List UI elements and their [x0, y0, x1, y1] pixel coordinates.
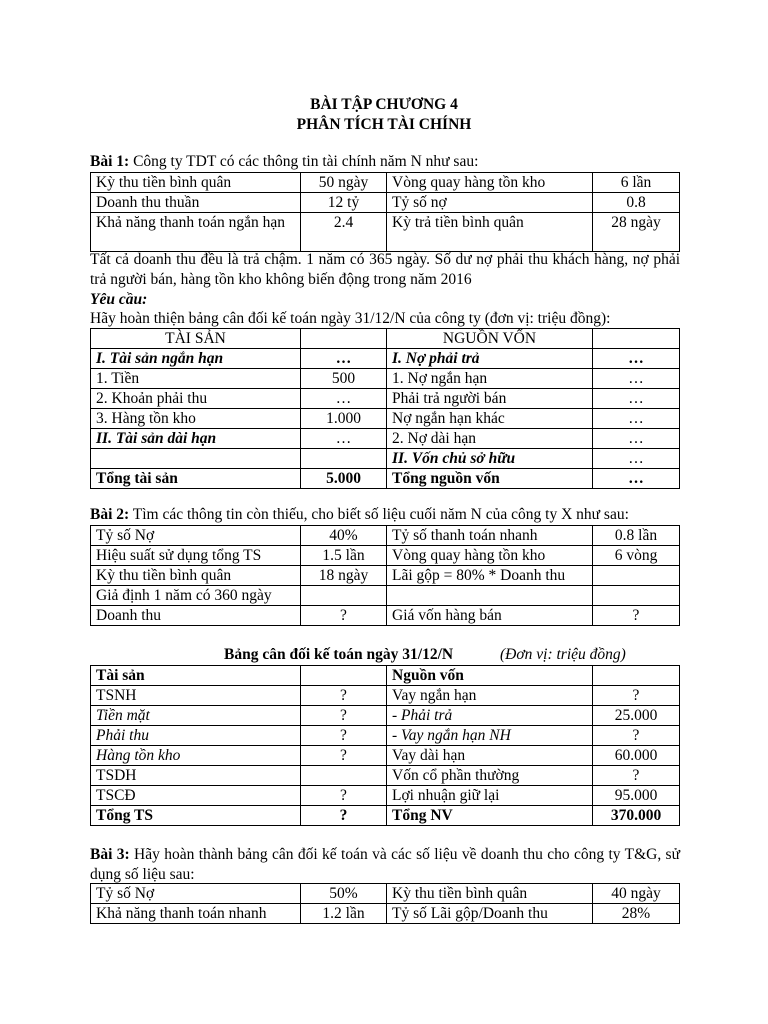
header-cell: NGUỒN VỐN [387, 329, 593, 349]
table-row [91, 586, 680, 606]
cell: 2. Khoản phải thu [91, 389, 301, 409]
cell: … [593, 369, 680, 389]
bai1-intro [90, 152, 680, 172]
table-row [91, 726, 680, 746]
cell: I. Nợ phải trả [387, 349, 593, 369]
cell: 2.4 [301, 213, 387, 252]
cell: 28% [593, 904, 680, 924]
cell: 60.000 [593, 746, 680, 766]
bai1-info-table [90, 172, 680, 252]
cell: … [593, 449, 680, 469]
cell: 1. Tiền [91, 369, 301, 389]
cell: ? [301, 606, 387, 626]
cell [91, 449, 301, 469]
cell: TSCĐ [91, 786, 301, 806]
cell [387, 586, 593, 606]
table-row [91, 884, 680, 904]
cell: ? [301, 726, 387, 746]
cell: II. Tài sản dài hạn [91, 429, 301, 449]
cell: … [301, 389, 387, 409]
cell: Khả năng thanh toán ngắn hạn [91, 213, 301, 252]
cell: Hiệu suất sử dụng tổng TS [91, 546, 301, 566]
cell: II. Vốn chủ sở hữu [387, 449, 593, 469]
cell: Tổng TS [91, 806, 301, 826]
cell: Tỷ số Nợ [91, 526, 301, 546]
cell: 500 [301, 369, 387, 389]
table-row [91, 429, 680, 449]
cell: Nợ ngắn hạn khác [387, 409, 593, 429]
cell: Kỳ trả tiền bình quân [387, 213, 593, 252]
table-row [91, 746, 680, 766]
cell: 0.8 [593, 193, 680, 213]
cell: 1.5 lần [301, 546, 387, 566]
page-title: BÀI TẬP CHƯƠNG 4 [310, 96, 458, 113]
table-row [91, 389, 680, 409]
cell: … [301, 429, 387, 449]
bai1-yeu-cau: Yêu cầu: [90, 291, 148, 308]
table-row [91, 606, 680, 626]
cell: 25.000 [593, 706, 680, 726]
bai1-note: Tất cả doanh thu đều là trả chậm. 1 năm có 365 ngày. Số dư nợ phải thu khách hàng, nợ phải trả người bán, hàng tồn kho không biến động trong năm 2016 [90, 251, 680, 288]
bai2-intro-text: Tìm các thông tin còn thiếu, cho biết số liệu cuối năm N của công ty X như sau: [129, 506, 629, 523]
cell: Lợi nhuận giữ lại [387, 786, 593, 806]
cell: Giả định 1 năm có 360 ngày [91, 586, 301, 606]
table-row [91, 566, 680, 586]
bai1-label: Bài 1: [90, 153, 130, 170]
cell: Khả năng thanh toán nhanh [91, 904, 301, 924]
cell: … [593, 349, 680, 369]
cell: 6 vòng [593, 546, 680, 566]
header-cell: TÀI SẢN [91, 329, 301, 349]
cell: … [593, 429, 680, 449]
cell: ? [593, 606, 680, 626]
bai3-label: Bài 3: [90, 846, 130, 863]
cell: Lãi gộp = 80% * Doanh thu [387, 566, 593, 586]
cell: ? [301, 746, 387, 766]
cell: 6 lần [593, 173, 680, 193]
cell: Giá vốn hàng bán [387, 606, 593, 626]
cell: Hàng tồn kho [91, 746, 301, 766]
cell: ? [593, 686, 680, 706]
table-row [91, 449, 680, 469]
cell: ? [301, 706, 387, 726]
table-row [91, 409, 680, 429]
table-header [91, 329, 680, 349]
cell: Doanh thu thuần [91, 193, 301, 213]
cell: Vay ngắn hạn [387, 686, 593, 706]
cell: 95.000 [593, 786, 680, 806]
bai1-balance-sheet [90, 328, 680, 489]
cell: 2. Nợ dài hạn [387, 429, 593, 449]
cell: 0.8 lần [593, 526, 680, 546]
cell: … [593, 389, 680, 409]
cell: - Phải trả [387, 706, 593, 726]
bai3-intro [90, 845, 680, 885]
table-row [91, 766, 680, 786]
bai2-label: Bài 2: [90, 506, 130, 523]
cell: Doanh thu [91, 606, 301, 626]
cell: 50% [301, 884, 387, 904]
cell: Vòng quay hàng tồn kho [387, 546, 593, 566]
cell: ? [593, 726, 680, 746]
table-row [91, 526, 680, 546]
cell: Phải thu [91, 726, 301, 746]
cell: … [593, 469, 680, 489]
cell [301, 766, 387, 786]
cell: Tỷ số thanh toán nhanh [387, 526, 593, 546]
bai3-intro-text: Hãy hoàn thành bảng cân đối kế toán và các số liệu về doanh thu cho công ty T&G, sử dụng số liệu sau: [90, 846, 680, 883]
cell: ? [301, 786, 387, 806]
cell: Vay dài hạn [387, 746, 593, 766]
cell: Tổng tài sản [91, 469, 301, 489]
cell: Tỷ số nợ [387, 193, 593, 213]
cell: 1.2 lần [301, 904, 387, 924]
bai3-info-table [90, 883, 680, 924]
table-row [91, 904, 680, 924]
page-subtitle: PHÂN TÍCH TÀI CHÍNH [296, 116, 472, 133]
cell: ? [301, 806, 387, 826]
bai2-intro [90, 505, 680, 525]
table-row [91, 469, 680, 489]
cell [301, 449, 387, 469]
cell: Tỷ số Lãi gộp/Doanh thu [387, 904, 593, 924]
table-row [91, 369, 680, 389]
cell: 40 ngày [593, 884, 680, 904]
cell [593, 586, 680, 606]
bai1-intro-text: Công ty TDT có các thông tin tài chính năm N như sau: [129, 153, 479, 170]
cell: Vốn cổ phần thường [387, 766, 593, 786]
cell: Kỳ thu tiền bình quân [91, 173, 301, 193]
cell: ? [593, 766, 680, 786]
cell: 18 ngày [301, 566, 387, 586]
header-cell: Tài sản [91, 666, 301, 686]
cell: TSDH [91, 766, 301, 786]
bai2-balance-sheet [90, 665, 680, 826]
header-cell: Nguồn vốn [387, 666, 593, 686]
cell: 50 ngày [301, 173, 387, 193]
cell: Kỳ thu tiền bình quân [91, 566, 301, 586]
cell [593, 566, 680, 586]
cell: 40% [301, 526, 387, 546]
bai2-info-table [90, 525, 680, 626]
cell: 28 ngày [593, 213, 680, 252]
cell: Phải trả người bán [387, 389, 593, 409]
cell: I. Tài sản ngắn hạn [91, 349, 301, 369]
cell: 1.000 [301, 409, 387, 429]
cell: … [301, 349, 387, 369]
cell: 12 tỷ [301, 193, 387, 213]
cell: Tổng nguồn vốn [387, 469, 593, 489]
cell: TSNH [91, 686, 301, 706]
table-row [91, 706, 680, 726]
cell: - Vay ngắn hạn NH [387, 726, 593, 746]
bai2-caption-unit: (Đơn vị: triệu đồng) [500, 646, 626, 663]
cell: Kỳ thu tiền bình quân [387, 884, 593, 904]
cell: Tiền mặt [91, 706, 301, 726]
table-row [91, 193, 680, 213]
cell: Tổng NV [387, 806, 593, 826]
table-row [91, 686, 680, 706]
table-row [91, 546, 680, 566]
cell: 3. Hàng tồn kho [91, 409, 301, 429]
cell: Vòng quay hàng tồn kho [387, 173, 593, 193]
bai1-task: Hãy hoàn thiện bảng cân đối kế toán ngày 31/12/N của công ty (đơn vị: triệu đồng): [90, 310, 611, 327]
cell: 5.000 [301, 469, 387, 489]
cell: ? [301, 686, 387, 706]
table-row [91, 213, 680, 252]
table-row [91, 173, 680, 193]
cell: 1. Nợ ngắn hạn [387, 369, 593, 389]
cell: … [593, 409, 680, 429]
table-row [91, 786, 680, 806]
cell [301, 586, 387, 606]
table-row [91, 349, 680, 369]
table-row [91, 806, 680, 826]
table-header [91, 666, 680, 686]
bai2-caption-title: Bảng cân đối kế toán ngày 31/12/N [224, 646, 454, 663]
cell: 370.000 [593, 806, 680, 826]
cell: Tỷ số Nợ [91, 884, 301, 904]
